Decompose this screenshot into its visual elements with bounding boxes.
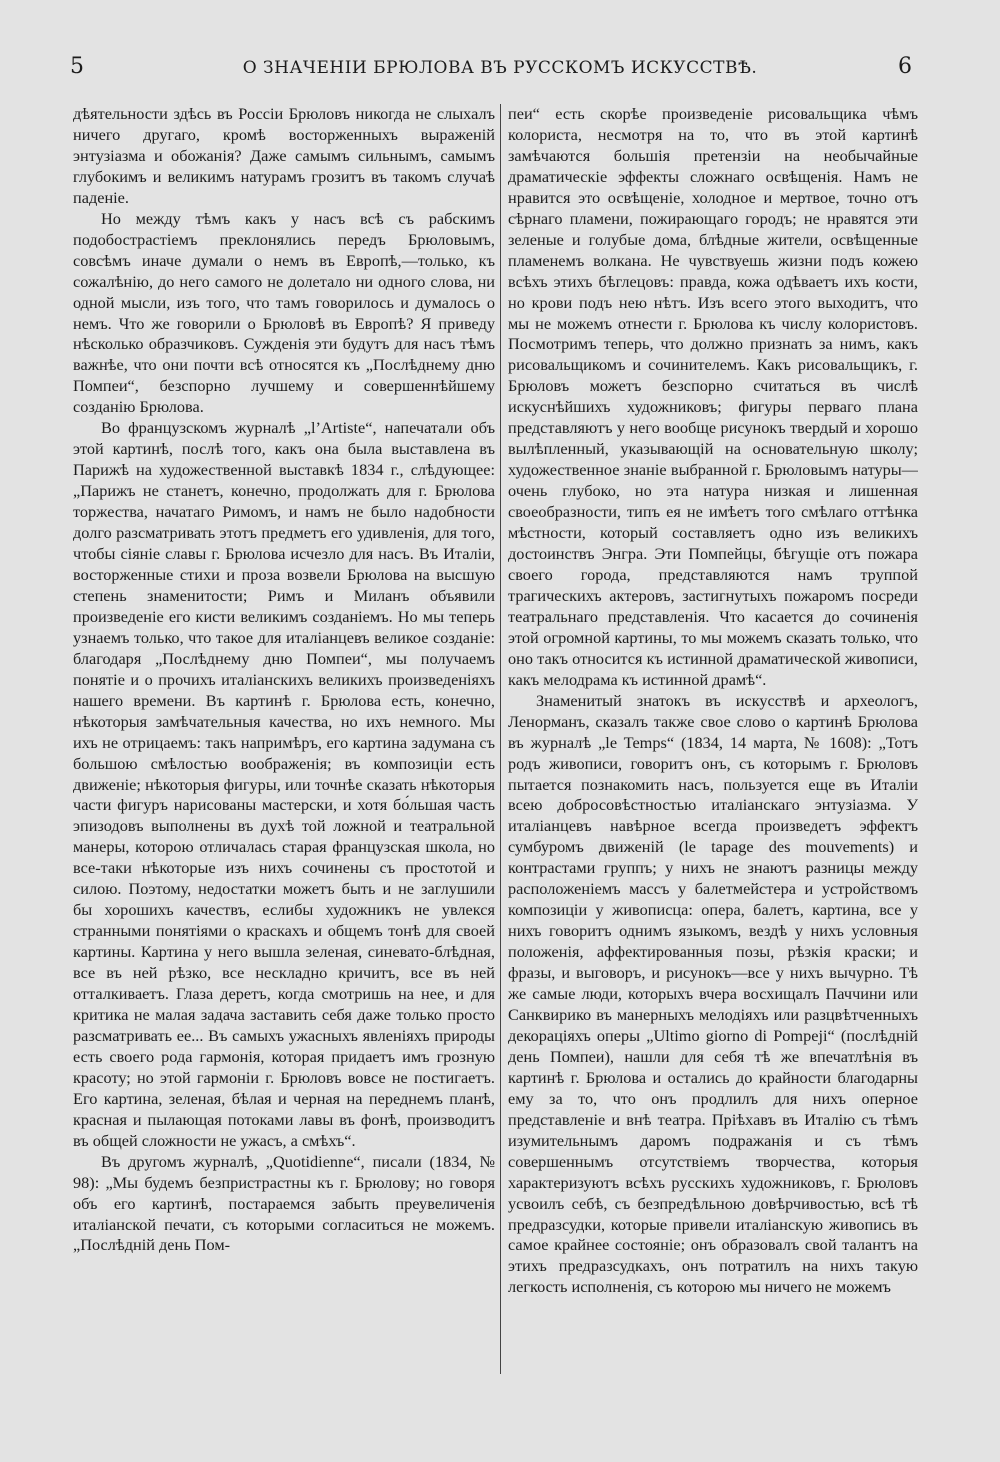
page-number-right: 6 [898,54,912,79]
page-number-left: 5 [70,54,84,79]
right-column [508,104,918,1394]
paragraph: Знаменитый знатокъ въ искусствѣ и археологъ, Ленорманъ, сказалъ также свое слово о картинѣ Брюлова въ журналѣ „le Temps“ (1834, 14 марта, № 1608): „Тотъ родъ живописи, говоритъ онъ, съ которымъ г. Брюловъ пытается познакомить насъ, пользуется еще въ Италіи всею добросовѣстностью италіанскаго энтузіазма. У италіанцевъ навѣрное всегда произведетъ эффектъ сумбуромъ движеній (le tapage des mouvements) и контрастами группъ; у нихъ не знаютъ разницы между расположеніемъ массъ у балетмейстера и устройствомъ композиціи у живописца: опера, балетъ, картина, все у нихъ говоритъ однимъ языкомъ, вездѣ у нихъ условныя положенія, аффектированныя позы, рѣзкія краски; и фразы, и выговоръ, и рисунокъ—все у нихъ вычурно. Тѣ же самые люди, которыхъ вчера восхищалъ Паччини или Санквирико въ манерныхъ мелодіяхъ или разцвѣтченныхъ декораціяхъ оперы „Ultimo giorno di Pompeji“ (послѣдній день Помпеи), нашли для себя тѣ же впечатлѣнія въ картинѣ г. Брюлова и остались до крайности благодарны ему за то, что онъ продлилъ для нихъ оперное представленіе и внѣ театра. Пріѣхавъ въ Италію съ тѣмъ изумительнымъ даромъ подражанія и съ тѣмъ совершеннымъ отсутствіемъ творчества, которыя характеризуютъ всѣхъ русскихъ художниковъ, г. Брюловъ усвоилъ себѣ, съ безпредѣльною довѣрчивостью, всѣ тѣ предразсудки, которые привели италіанскую живопись въ самое крайнее состояніе; онъ образовалъ свой талантъ на этихъ предразсудкахъ, онъ потратилъ на нихъ такую легкость исполненія, съ которою мы ничего не можемъ [508,690,918,1297]
paragraph: Въ другомъ журналѣ, „Quotidienne“, писали (1834, № 98): „Мы будемъ безпристрастны къ г. Брюлову; но говоря объ его картинѣ, постараемся забыть преувеличенія италіанской печати, съ которыми согласиться не можемъ. „Послѣдній день Пом- [73,1151,495,1255]
paragraph: Во французскомъ журналѣ „l’Artiste“, напечатали объ этой картинѣ, послѣ того, какъ она была выставлена въ Парижѣ на художественной выставкѣ 1834 г., слѣдующее: „Парижъ не станетъ, конечно, продолжать для г. Брюлова торжества, начатаго Римомъ, и намъ не было надобности долго разсматривать этотъ предметъ его удивленія, для того, чтобы сіяніе славы г. Брюлова исчезло для насъ. Въ Италіи, восторженные стихи и проза возвели Брюлова на высшую степень знаменитости; Римъ и Миланъ объявили произведеніе его кисти великимъ созданіемъ. Но мы теперь узнаемъ только, что такое для италіанцевъ великое созданіе: благодаря „Послѣднему дню Помпеи“, мы получаемъ понятіе и о прочихъ италіанскихъ великихъ произведеніяхъ нашего времени. Въ картинѣ г. Брюлова есть, конечно, нѣкоторыя замѣчательныя качества, но ихъ немного. Мы ихъ не отрицаемъ: такъ напримѣръ, его картина задумана съ большою смѣлостью воображенія; въ композиціи есть движеніе; нѣкоторыя фигуры, или точнѣе сказать нѣкоторыя части фигуръ нарисованы мастерски, и хотя бо́льшая часть эпизодовъ выполнены въ духѣ той ложной и театральной манеры, которою отличалась старая французская школа, но все-таки нѣкоторые изъ нихъ сочинены съ простотой и силою. Поэтому, недостатки можетъ быть и не заглушили бы хорошихъ качествъ, еслибы художникъ не увлекся странными понятіями о краскахъ и общемъ тонѣ для своей картины. Картина у него вышла зеленая, синевато-блѣдная, все въ ней рѣзко, все нескладно кричитъ, все въ ней отталкиваетъ. Глаза деретъ, когда смотришь на нее, и для критика не малая задача заставить себя даже только просто разсматривать ее... Въ самыхъ ужасныхъ явленіяхъ природы есть своего рода гармонія, которая придаетъ имъ грозную красоту; но этой гармоніи г. Брюловъ вовсе не постигаетъ. Его картина, зеленая, бѣлая и черная на переднемъ планѣ, красная и пылающая потоками лавы въ фонѣ, производитъ въ общей сложности не ужасъ, а смѣхъ“. [73,418,495,1150]
paragraph: дѣятельности здѣсь въ Россіи Брюловъ никогда не слыхалъ ничего другаго, кромѣ восторженныхъ выраженій энтузіазма и обожанія? Даже самымъ сильнымъ, самымъ глубокимъ и великимъ натурамъ грозитъ въ такомъ случаѣ паденіе. [73,104,495,207]
paragraph: Но между тѣмъ какъ у насъ всѣ съ рабскимъ подобострастіемъ преклонялись передъ Брюловымъ, совсѣмъ иначе думали о немъ въ Европѣ,—только, къ сожалѣнію, до него самого не долетало ни одного слова, ни одной мысли, изъ того, что тамъ говорилось и думалось о немъ. Что же говорили о Брюловѣ въ Европѣ? Я приведу нѣсколько образчиковъ. Сужденія эти будутъ для насъ тѣмъ важнѣе, что они почти всѣ относятся къ „Послѣднему дню Помпеи“, безспорно лучшему и совершеннѣйшему созданію Брюлова. [73,208,495,417]
column-divider [500,104,501,1374]
left-column [73,104,495,1394]
running-title: О ЗНАЧЕНІИ БРЮЛОВА ВЪ РУССКОМЪ ИСКУССТВѢ. [242,58,758,78]
paragraph: пеи“ есть скорѣе произведеніе рисовальщика чѣмъ колориста, несмотря на то, что въ этой картинѣ замѣчаются большія претензіи на необычайные драматическіе эффекты сложнаго освѣщенія. Намъ не нравится это освѣщеніе, холодное и мертвое, точно отъ сѣрнаго пламени, пожирающаго городъ; не нравятся эти зеленые и голубые дома, блѣдные жители, освѣщенные пламенемъ волкана. Не чувствуешь жизни подъ кожею всѣхъ этихъ бѣглецовъ: правда, кожа одѣваетъ ихъ кости, но крови подъ нею нѣтъ. Изъ всего этого выходитъ, что мы не можемъ отнести г. Брюлова къ числу колористовъ. Посмотримъ теперь, что должно признать за нимъ, какъ рисовальщикомъ и сочинителемъ. Какъ рисовальщикъ, г. Брюловъ можетъ безспорно считаться въ числѣ искуснѣйшихъ художниковъ; фигуры перваго плана представляютъ у него вообще рисунокъ твердый и хорошо вылѣпленный, указывающій на основательную школу; художественное знаніе выбранной г. Брюловымъ натуры—очень глубоко, но эта натура низкая и лишенная своеобразности, типъ ея не имѣетъ того смѣлаго оттѣнка мѣстности, который составляетъ одно изъ великихъ достоинствъ Энгра. Эти Помпейцы, бѣгущіе отъ пожара своего города, представляются намъ труппой трагическихъ актеровъ, застигнутыхъ пожаромъ посреди театральнаго представленія. Что касается до сочиненія этой огромной картины, то мы можемъ сказать только, что оно такъ относится къ истинной драматической живописи, какъ мелодрама къ истинной драмѣ“. [508,104,918,689]
